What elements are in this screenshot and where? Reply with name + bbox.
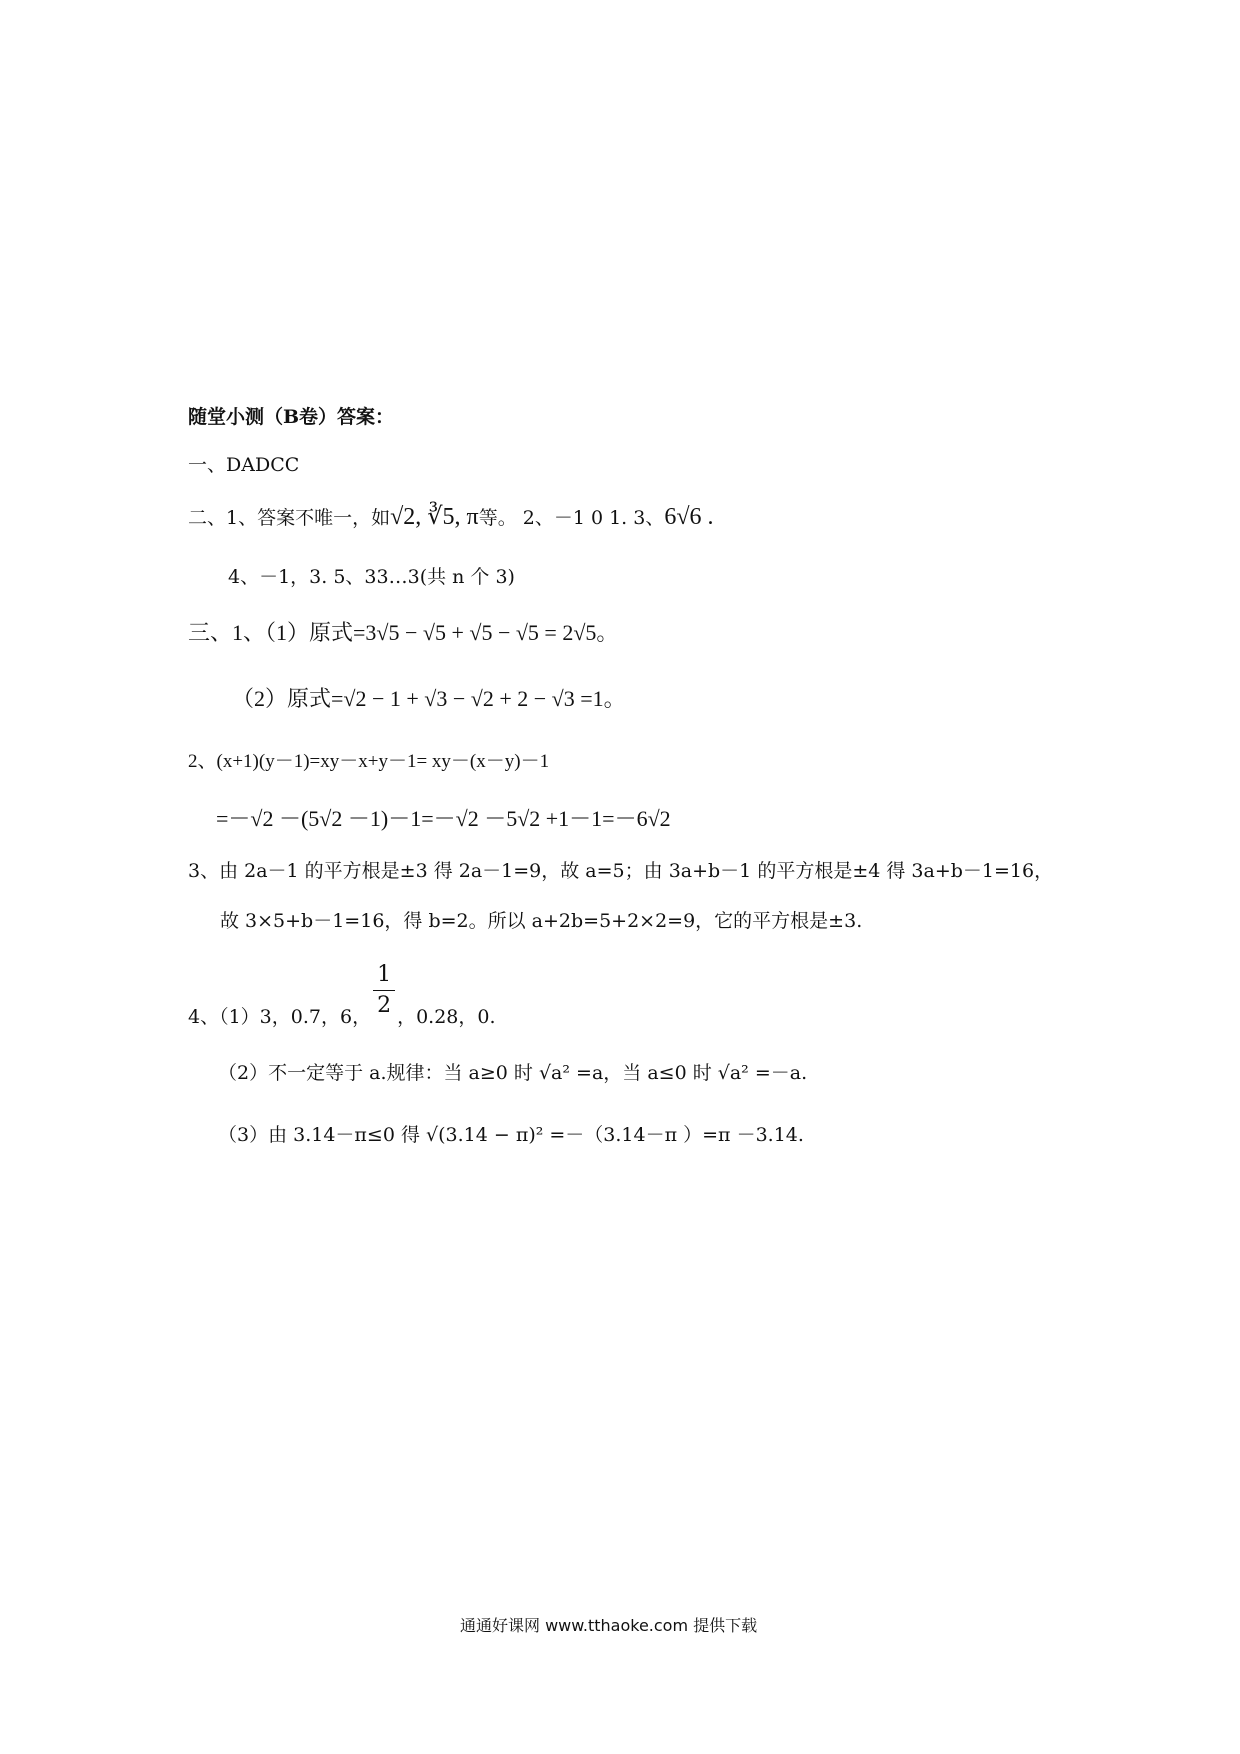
part3-q1-1: 三、1、（1）原式=3√5 − √5 + √5 − √5 = 2√5。 xyxy=(188,620,619,645)
part3-q3-line2: 故 3×5+b－1=16，得 b=2。所以 a+2b=5+2×2=9，它的平方根是±3. xyxy=(220,910,863,932)
part2-examples-math: √2, ∛5, π xyxy=(390,504,479,530)
part3-q3-line1: 3、由 2a－1 的平方根是±3 得 2a－1=9，故 a=5；由 3a+b－1 的平方根是±4 得 3a+b－1=16， xyxy=(188,860,1054,882)
part2-prefix: 二、1、答案不唯一，如 xyxy=(188,507,391,529)
q4-fraction-den: 2 xyxy=(377,993,392,1018)
part2-line2: 4、－1，3. 5、33…3(共 n 个 3) xyxy=(228,566,515,588)
q4-fraction-bar xyxy=(373,990,395,991)
part3-q2-line1: 2、(x+1)(y－1)=xy－x+y－1= xy－(x－y)－1 xyxy=(188,751,550,772)
page-footer: 通通好课网 www.tthaoke.com 提供下载 xyxy=(460,1616,758,1635)
part3-q4-2: （2）不一定等于 a.规律：当 a≥0 时 √a² =a，当 a≤0 时 √a² =－a. xyxy=(218,1062,808,1084)
part2-q3-answer: 6√6 . xyxy=(664,504,714,530)
part3-q2-line2: =－√2 －(5√2 －1)－1=－√2 －5√2 +1－1=－6√2 xyxy=(216,806,671,831)
part3-q4-1 xyxy=(188,964,496,1034)
part3-q4-3: （3）由 3.14－π≤0 得 √(3.14 − π)² =－（3.14－π ）=π －3.14. xyxy=(218,1124,804,1146)
part3-q1-2: （2）原式=√2 − 1 + √3 − √2 + 2 − √3 =1。 xyxy=(232,686,626,711)
q4-fraction xyxy=(371,964,397,1017)
q4-fraction-num: 1 xyxy=(377,962,392,987)
part1-answers: 一、DADCC xyxy=(188,454,300,476)
page-title: 随堂小测（B卷）答案： xyxy=(188,406,395,428)
q4-1-suffix: ，0.28，0. xyxy=(397,1006,496,1028)
q4-1-prefix: 4、（1）3，0.7，6， xyxy=(188,1006,372,1028)
part2-suffix: 等。 2、－1 0 1. 3、 xyxy=(478,507,665,529)
part2-line1 xyxy=(188,505,714,529)
